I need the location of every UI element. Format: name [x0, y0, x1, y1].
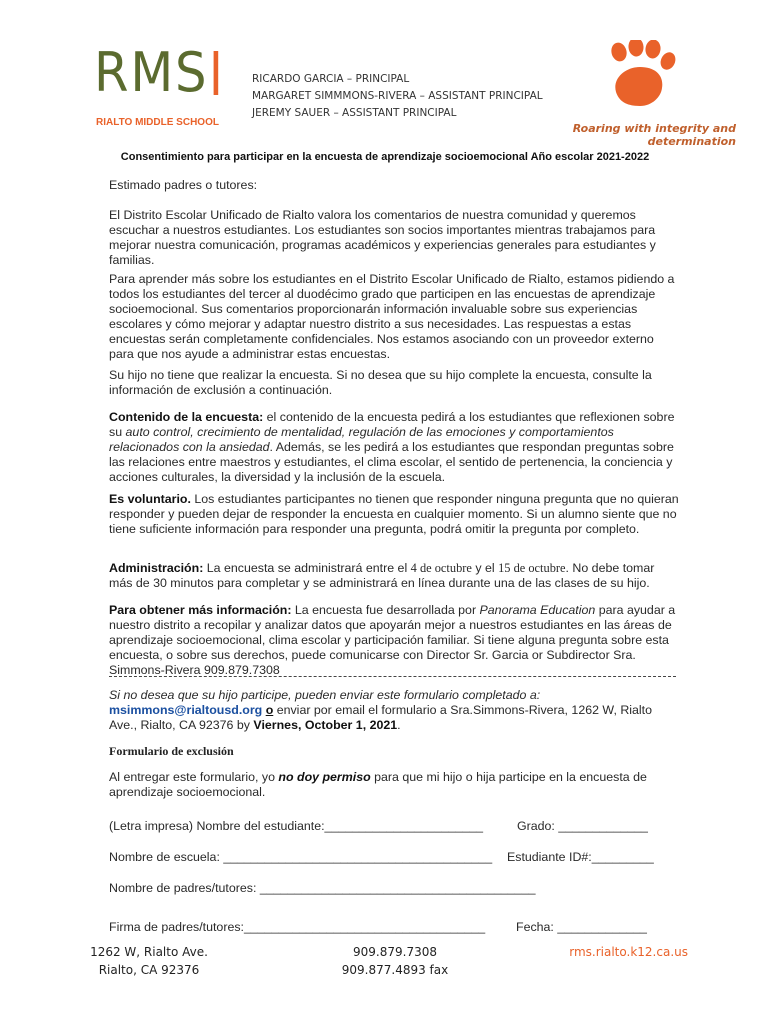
section-content [109, 410, 679, 485]
school-tagline: Roaring with integrity and determination [572, 122, 736, 148]
paragraph-purpose [109, 272, 679, 362]
principal-name: RICARDO GARCIA – PRINCIPAL [252, 73, 410, 85]
greeting [109, 178, 679, 193]
email-link[interactable]: msimmons@rialtousd.org [109, 703, 263, 717]
footer-contact [330, 943, 460, 979]
optout-form-heading: Formulario de exclusión [109, 744, 234, 758]
footer-phone: 909.879.7308 [353, 945, 437, 959]
voluntary-label: Es voluntario. [109, 492, 191, 506]
assistant-principal-2: JEREMY SAUER – ASSISTANT PRINCIPAL [252, 107, 457, 119]
paragraph-optional-text: Su hijo no tiene que realizar la encuesta. Si no desea que su hijo complete la encuesta, consulte la información de exclusión a continuación. [109, 368, 652, 397]
section-more-info [109, 603, 679, 678]
greeting-text: Estimado padres o tutores: [109, 178, 258, 192]
administration-list [252, 71, 543, 122]
logo-bar [214, 51, 219, 95]
more-info-text-a: La encuesta fue desarrollada por [291, 603, 480, 617]
content-text-italic: auto control, crecimiento de mentalidad, regulación de las emociones y comportamientos relacionados con la ansiedad [109, 425, 614, 454]
parent-signature-field[interactable]: Firma de padres/tutores:___________________________________ [109, 920, 486, 934]
grade-field[interactable]: Grado: _____________ [517, 819, 648, 833]
administration-text-a: La encuesta se administrará entre el [203, 561, 411, 575]
optout-instructions [109, 688, 679, 733]
footer-address-line2: Rialto, CA 92376 [98, 963, 200, 977]
footer-address [84, 943, 214, 979]
school-name-field[interactable]: Nombre de escuela: _______________________________________ [109, 850, 493, 864]
consent-text-a: Al entregar este formulario, yo [109, 770, 279, 784]
footer-fax: 909.877.4893 fax [341, 963, 449, 977]
document-title: Consentimiento para participar en la encuesta de aprendizaje socioemocional Año escolar 2021-2022 [120, 151, 650, 163]
content-text-a: el contenido de la encuesta pedirá a los estudiantes que reflexionen sobre su [109, 410, 675, 439]
administration-date-end: 15 de octubre [498, 561, 566, 575]
logo-text: RMS [94, 41, 209, 104]
consent-no-permission: no doy permiso [278, 770, 371, 784]
section-administration [109, 561, 679, 591]
more-info-text-b: para ayudar a nuestro distrito a recopilar y analizar datos que apoyarán mejor a nuestros estudiantes en las áreas de aprendizaje socioemocional, clima escolar y participación familiar. Si tiene alguna pregunta sobre esta encuesta, o sobre sus derechos, puede comunicarse con Director Sr. Garcia or Subdirector Sra. Simmons-Rivera 909.879.7308 [109, 603, 676, 677]
administration-text-c: . No debe tomar más de 30 minutos para completar y se administrará en línea durante una de las clases de su hijo. [109, 561, 655, 590]
content-label: Contenido de la encuesta: [109, 410, 264, 424]
footer-address-line1: 1262 W, Rialto Ave. [90, 945, 208, 959]
date-field[interactable]: Fecha: _____________ [516, 920, 647, 934]
school-logo [94, 41, 219, 104]
or-word: o [265, 703, 274, 717]
parent-name-field[interactable]: Nombre de padres/tutores: ________________________________________ [109, 881, 536, 895]
assistant-principal-1: MARGARET SIMMMONS-RIVERA – ASSISTANT PRINCIPAL [252, 90, 543, 102]
optout-intro: Si no desea que su hijo participe, pueden enviar este formulario completado a: [109, 688, 541, 702]
optout-text-b: . [397, 718, 401, 732]
consent-text-b: para que mi hijo o hija participe en la encuesta de aprendizaje socioemocional. [109, 770, 647, 799]
section-voluntary [109, 492, 679, 537]
cut-line-divider [109, 676, 676, 677]
more-info-italic: Panorama Education [479, 603, 596, 617]
school-name: RIALTO MIDDLE SCHOOL [96, 117, 219, 128]
more-info-label: Para obtener más información: [109, 603, 292, 617]
paragraph-intro [109, 208, 679, 268]
student-id-field[interactable]: Estudiante ID#:_________ [507, 850, 654, 864]
student-name-field[interactable]: (Letra impresa) Nombre del estudiante:_______________________ [109, 819, 484, 833]
optout-deadline: Viernes, October 1, 2021 [253, 718, 398, 732]
paragraph-optional [109, 368, 679, 398]
paw-print-icon [602, 40, 684, 112]
footer-website-link[interactable]: rms.rialto.k12.ca.us [569, 945, 688, 959]
optout-consent [109, 770, 679, 800]
administration-label: Administración: [109, 561, 204, 575]
optout-text-a: enviar por email el formulario a Sra.Simmons-Rivera, 1262 W, Rialto Ave., Rialto, CA 92376 by [109, 703, 653, 732]
administration-date-start: 4 de octubre [410, 561, 472, 575]
paragraph-intro-text: El Distrito Escolar Unificado de Rialto valora los comentarios de nuestra comunidad y queremos escuchar a nuestros estudiantes. Los estudiantes son socios importantes mientras trabajamos para mejorar nuestra comunicación, programas académicos y experiencias generales para estudiantes y familias. [109, 208, 656, 267]
content-text-b: . Además, se les pedirá a los estudiantes que respondan preguntas sobre las relaciones entre maestros y estudiantes, el clima escolar, el sentido de pertenencia, la conciencia y acciones culturales, la diversidad y la inclusión de la escuela. [109, 440, 674, 484]
administration-text-b: y el [471, 561, 499, 575]
voluntary-text: Los estudiantes participantes no tienen que responder ninguna pregunta que no quieran responder y pueden dejar de responder la encuesta en cualquier momento. Si un alumno siente que no tiene suficiente información para responder una pregunta, podrá omitir la pregunta por completo. [109, 492, 679, 536]
paragraph-purpose-text: Para aprender más sobre los estudiantes en el Distrito Escolar Unificado de Rialto, estamos pidiendo a todos los estudiantes del tercer al duodécimo grado que participen en las encuestas de aprendizaje socioemocional. Sus comentarios proporcionarán información invaluable sobre sus experiencias escolares y cómo mejorar y adaptar nuestro distrito a sus necesidades. Las respuestas a estas encuestas serán completamente confidenciales. Nos estamos asociando con un proveedor externo para que nos ayude a administrar estas encuestas. [109, 272, 675, 361]
